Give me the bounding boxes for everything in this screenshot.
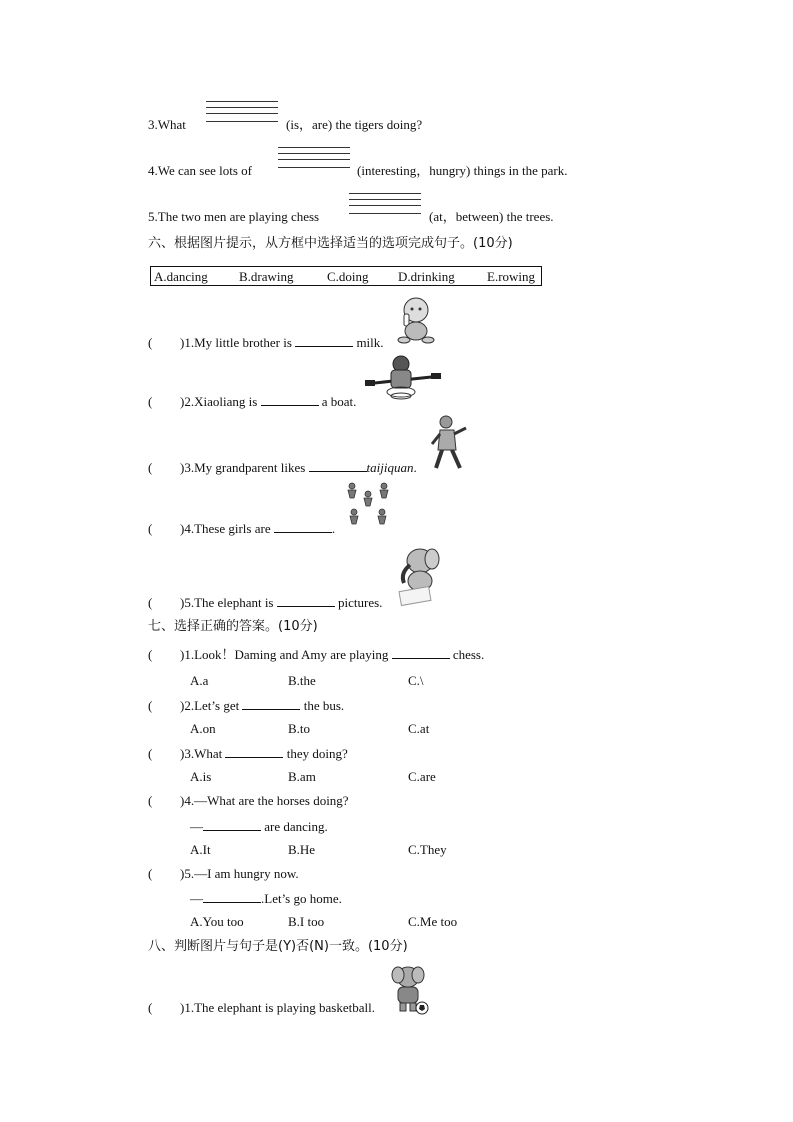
s7-2-option-b[interactable]: B.to (288, 721, 311, 736)
fill-item-4-post: (interesting，hungry) things in the park. (357, 163, 568, 178)
s7-3-option-b[interactable]: B.am (288, 769, 316, 784)
fill-item-5-pre: 5.The two men are playing chess (148, 209, 320, 224)
s6-item-3 (148, 459, 417, 476)
answer-blank[interactable] (295, 334, 353, 347)
answer-paren[interactable]: ( (148, 1000, 153, 1015)
s7-item-4-line2-text: are dancing. (264, 819, 328, 834)
s7-3-option-c[interactable]: C.are (408, 769, 436, 784)
s7-item-2-post: the bus. (303, 698, 345, 713)
s6-item-3-text: )3.My grandparent likes (180, 460, 306, 475)
s7-item-1-text: )1.Look！Daming and Amy are playing (180, 647, 389, 662)
s7-item-1-post: chess. (452, 647, 485, 662)
answer-paren[interactable]: ( (148, 866, 153, 881)
s6-item-1-post: milk. (356, 335, 384, 350)
answer-paren[interactable]: ( (148, 521, 153, 536)
writing-lines-3[interactable] (206, 101, 278, 127)
option-b: B.drawing (239, 269, 294, 284)
section8-heading: 八、判断图片与句子是(Y)否(N)一致。(10分) (148, 939, 408, 954)
option-box (150, 266, 542, 286)
elephant-football-icon (390, 963, 430, 1015)
answer-paren[interactable]: ( (148, 698, 153, 713)
s6-item-5-text: )5.The elephant is (180, 595, 274, 610)
s6-item-1-text: )1.My little brother is (180, 335, 292, 350)
s7-5-option-c[interactable]: C.Me too (408, 914, 458, 929)
writing-lines-5[interactable] (349, 193, 421, 219)
s6-item-1 (148, 334, 384, 351)
s7-item-4-line2 (190, 818, 328, 835)
dash: — (190, 891, 203, 906)
s7-4-option-b[interactable]: B.He (288, 842, 316, 857)
answer-blank[interactable] (242, 697, 300, 710)
answer-blank[interactable] (203, 818, 261, 831)
girls-dancing-icon (342, 480, 394, 532)
option-d: D.drinking (398, 269, 455, 284)
fill-item-3-pre: 3.What (148, 117, 186, 132)
answer-paren[interactable]: ( (148, 793, 153, 808)
elephant-drawing-icon (392, 543, 442, 607)
s7-item-3-text: )3.What (180, 746, 223, 761)
answer-paren[interactable]: ( (148, 394, 153, 409)
answer-blank[interactable] (309, 459, 367, 472)
section6-heading: 六、根据图片提示，从方框中选择适当的选项完成句子。(10分) (148, 236, 513, 251)
s7-item-4 (148, 793, 349, 809)
s7-4-option-a[interactable]: A.It (190, 842, 211, 857)
s8-item-1-text: )1.The elephant is playing basketball. (180, 1000, 375, 1015)
s6-item-2-post: a boat. (321, 394, 357, 409)
s7-item-1 (148, 646, 484, 663)
answer-paren[interactable]: ( (148, 595, 153, 610)
boy-rowing-boat-icon (363, 354, 443, 402)
grandfather-taijiquan-icon (428, 414, 470, 472)
answer-paren[interactable]: ( (148, 460, 153, 475)
answer-blank[interactable] (203, 890, 261, 903)
fill-item-3 (148, 117, 186, 133)
s8-item-1 (148, 1000, 375, 1016)
s6-item-4-text: )4.These girls are (180, 521, 271, 536)
s7-5-option-b[interactable]: B.I too (288, 914, 325, 929)
answer-blank[interactable] (392, 646, 450, 659)
s7-item-2 (148, 697, 344, 714)
answer-paren[interactable]: ( (148, 647, 153, 662)
s7-item-3-post: they doing? (286, 746, 348, 761)
fill-item-3-post: (is，are) the tigers doing? (286, 117, 423, 132)
s7-4-option-c[interactable]: C.They (408, 842, 447, 857)
answer-blank[interactable] (225, 745, 283, 758)
fill-item-5-post: (at，between) the trees. (429, 209, 554, 224)
s6-item-3-post: . (413, 460, 417, 475)
s6-item-5-post: pictures. (338, 595, 383, 610)
s7-1-option-c[interactable]: C.\ (408, 673, 424, 688)
s7-item-3 (148, 745, 348, 762)
fill-item-4-pre: 4.We can see lots of (148, 163, 252, 178)
s6-item-2-text: )2.Xiaoliang is (180, 394, 258, 409)
s7-item-5 (148, 866, 299, 882)
s7-item-5-line2-text: .Let’s go home. (261, 891, 342, 906)
s7-item-2-text: )2.Let’s get (180, 698, 240, 713)
answer-blank[interactable] (277, 594, 335, 607)
answer-blank[interactable] (261, 393, 319, 406)
answer-paren[interactable]: ( (148, 746, 153, 761)
s6-item-2 (148, 393, 356, 410)
answer-blank[interactable] (274, 520, 332, 533)
baby-drinking-milk-icon (392, 296, 436, 346)
option-a: A.dancing (154, 269, 208, 284)
s7-item-5-text: )5.—I am hungry now. (180, 866, 299, 881)
s6-item-4 (148, 520, 335, 537)
s7-1-option-a[interactable]: A.a (190, 673, 209, 688)
option-c: C.doing (327, 269, 369, 284)
option-e: E.rowing (487, 269, 536, 284)
s7-5-option-a[interactable]: A.You too (190, 914, 244, 929)
s7-item-4-text: )4.—What are the horses doing? (180, 793, 349, 808)
s6-item-5 (148, 594, 382, 611)
section7-heading: 七、选择正确的答案。(10分) (148, 619, 318, 634)
taijiquan-word: taijiquan (366, 460, 414, 475)
answer-paren[interactable]: ( (148, 335, 153, 350)
s7-2-option-c[interactable]: C.at (408, 721, 430, 736)
s7-2-option-a[interactable]: A.on (190, 721, 216, 736)
s7-1-option-b[interactable]: B.the (288, 673, 316, 688)
s7-item-5-line2 (190, 890, 342, 907)
writing-lines-4[interactable] (278, 147, 350, 173)
s7-3-option-a[interactable]: A.is (190, 769, 212, 784)
s6-item-4-post: . (331, 521, 336, 536)
dash: — (190, 819, 203, 834)
